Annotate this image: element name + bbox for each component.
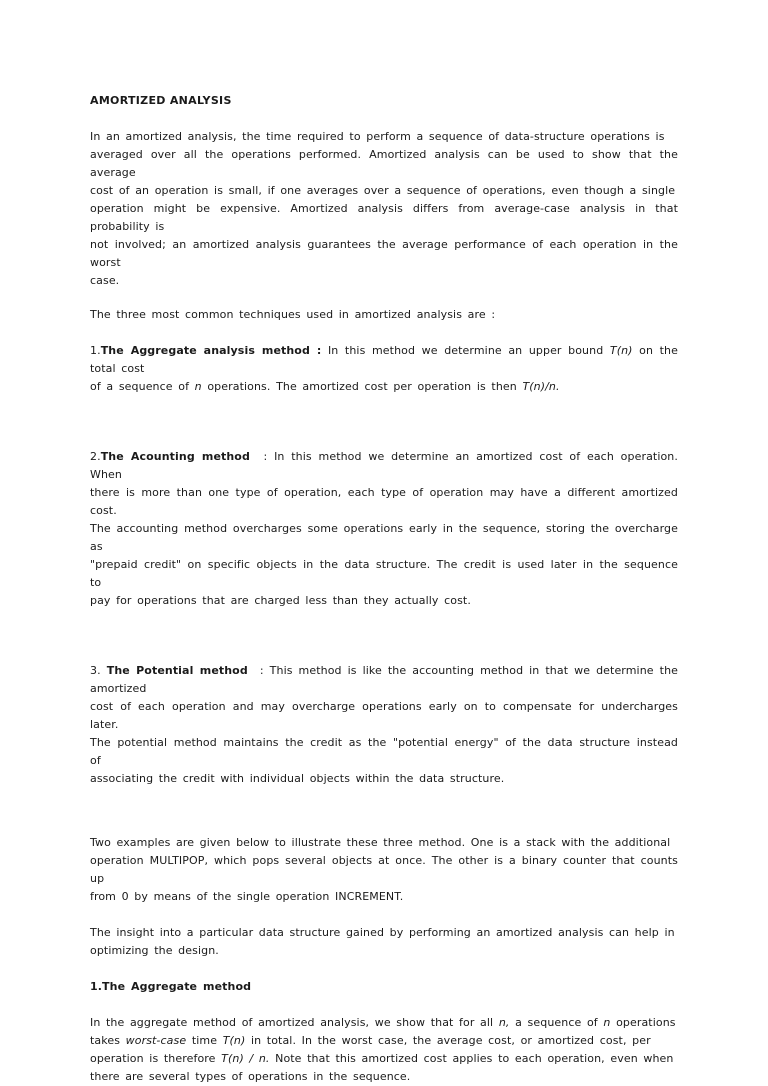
bound-expression: T(n) [609, 344, 633, 357]
intro-paragraph [90, 128, 678, 290]
bound-expression: T(n) [222, 1034, 246, 1047]
aggregate-line-1 [90, 342, 678, 378]
examples-line: from 0 by means of the single operation INCREMENT. [90, 890, 404, 903]
body-text: In the aggregate method of amortized analysis, we show that for all [90, 1016, 494, 1029]
per-op-expression: T(n) / n. [221, 1052, 270, 1065]
examples-line: Two examples are given below to illustrate these three method. One is a stack with the additional [90, 836, 671, 849]
intro-line: case. [90, 274, 120, 287]
aggregate-body-line-3 [90, 1050, 678, 1068]
accounting-line: "prepaid credit" on specific objects in the data structure. The credit is used later in the sequence to [90, 558, 678, 589]
intro-line: In an amortized analysis, the time required to perform a sequence of data-structure operations is [90, 130, 665, 143]
intro-line: averaged over all the operations performed. Amortized analysis can be used to show that the average [90, 148, 678, 179]
aggregate-method-paragraph [90, 1014, 678, 1086]
body-text: in total. In the worst case, the average cost, or amortized cost, per [250, 1034, 651, 1047]
colon: : [259, 664, 264, 677]
colon: : [263, 450, 268, 463]
potential-heading: The Potential method [106, 664, 248, 677]
accounting-paragraph [90, 448, 678, 610]
n-variable: n [603, 1016, 611, 1029]
aggregate-body-line-4: there are several types of operations in the sequence. [90, 1070, 411, 1083]
body-text: operation is therefore [90, 1052, 216, 1065]
aggregate-text: on the total cost [90, 344, 678, 375]
item-number: 2. [90, 450, 101, 463]
potential-text: This method is like the accounting method in that we determine the amortized [90, 664, 679, 695]
insight-paragraph [90, 924, 678, 960]
item-number: 1. [90, 344, 101, 357]
aggregate-section-heading [90, 978, 678, 996]
aggregate-text: operations. The amortized cost per operation is then [207, 380, 517, 393]
body-text: a sequence of [515, 1016, 598, 1029]
aggregate-line-2 [90, 378, 678, 396]
potential-line: The potential method maintains the credit as the "potential energy" of the data structure instead of [90, 736, 678, 767]
document-page [90, 92, 678, 1086]
accounting-line-1 [90, 448, 678, 484]
aggregate-text: In this method we determine an upper bound [327, 344, 604, 357]
aggregate-analysis-paragraph [90, 342, 678, 396]
potential-line-1 [90, 662, 678, 698]
examples-line: operation MULTIPOP, which pops several objects at once. The other is a binary counter that counts up [90, 854, 678, 885]
intro-line: not involved; an amortized analysis guarantees the average performance of each operation in the worst [90, 238, 678, 269]
insight-line: The insight into a particular data structure gained by performing an amortized analysis can help in [90, 926, 675, 939]
body-text: operations [616, 1016, 676, 1029]
techniques-intro [90, 306, 678, 324]
body-text: takes [90, 1034, 121, 1047]
per-op-expression: T(n)/n. [522, 380, 560, 393]
body-text: Note that this amortized cost applies to each operation, even when [275, 1052, 674, 1065]
n-variable: n [194, 380, 202, 393]
aggregate-text: of a sequence of [90, 380, 190, 393]
accounting-heading: The Acounting method [100, 450, 250, 463]
accounting-text: In this method we determine an amortized cost of each operation. When [90, 450, 678, 481]
body-text: time [191, 1034, 218, 1047]
intro-line: cost of an operation is small, if one averages over a sequence of operations, even though a single [90, 184, 676, 197]
accounting-line: The accounting method overcharges some operations early in the sequence, storing the overcharge as [90, 522, 678, 553]
insight-line: optimizing the design. [90, 944, 219, 957]
document-title: AMORTIZED ANALYSIS [90, 94, 232, 107]
potential-line: associating the credit with individual objects within the data structure. [90, 772, 505, 785]
aggregate-body-line-1 [90, 1014, 678, 1032]
item-number: 3. [90, 664, 101, 677]
n-variable: n, [498, 1016, 510, 1029]
aggregate-body-line-2 [90, 1032, 678, 1050]
examples-paragraph [90, 834, 678, 906]
intro-line: operation might be expensive. Amortized analysis differs from average-case analysis in that probability is [90, 202, 678, 233]
aggregate-heading: The Aggregate analysis method : [100, 344, 322, 357]
section-heading: 1.The Aggregate method [90, 980, 252, 993]
worst-case-term: worst-case [125, 1034, 187, 1047]
accounting-line: there is more than one type of operation, each type of operation may have a different amortized cost. [90, 486, 678, 517]
techniques-intro-text: The three most common techniques used in amortized analysis are : [90, 308, 496, 321]
accounting-line: pay for operations that are charged less than they actually cost. [90, 594, 471, 607]
potential-paragraph [90, 662, 678, 788]
potential-line: cost of each operation and may overcharge operations early on to compensate for undercharges later. [90, 700, 678, 731]
